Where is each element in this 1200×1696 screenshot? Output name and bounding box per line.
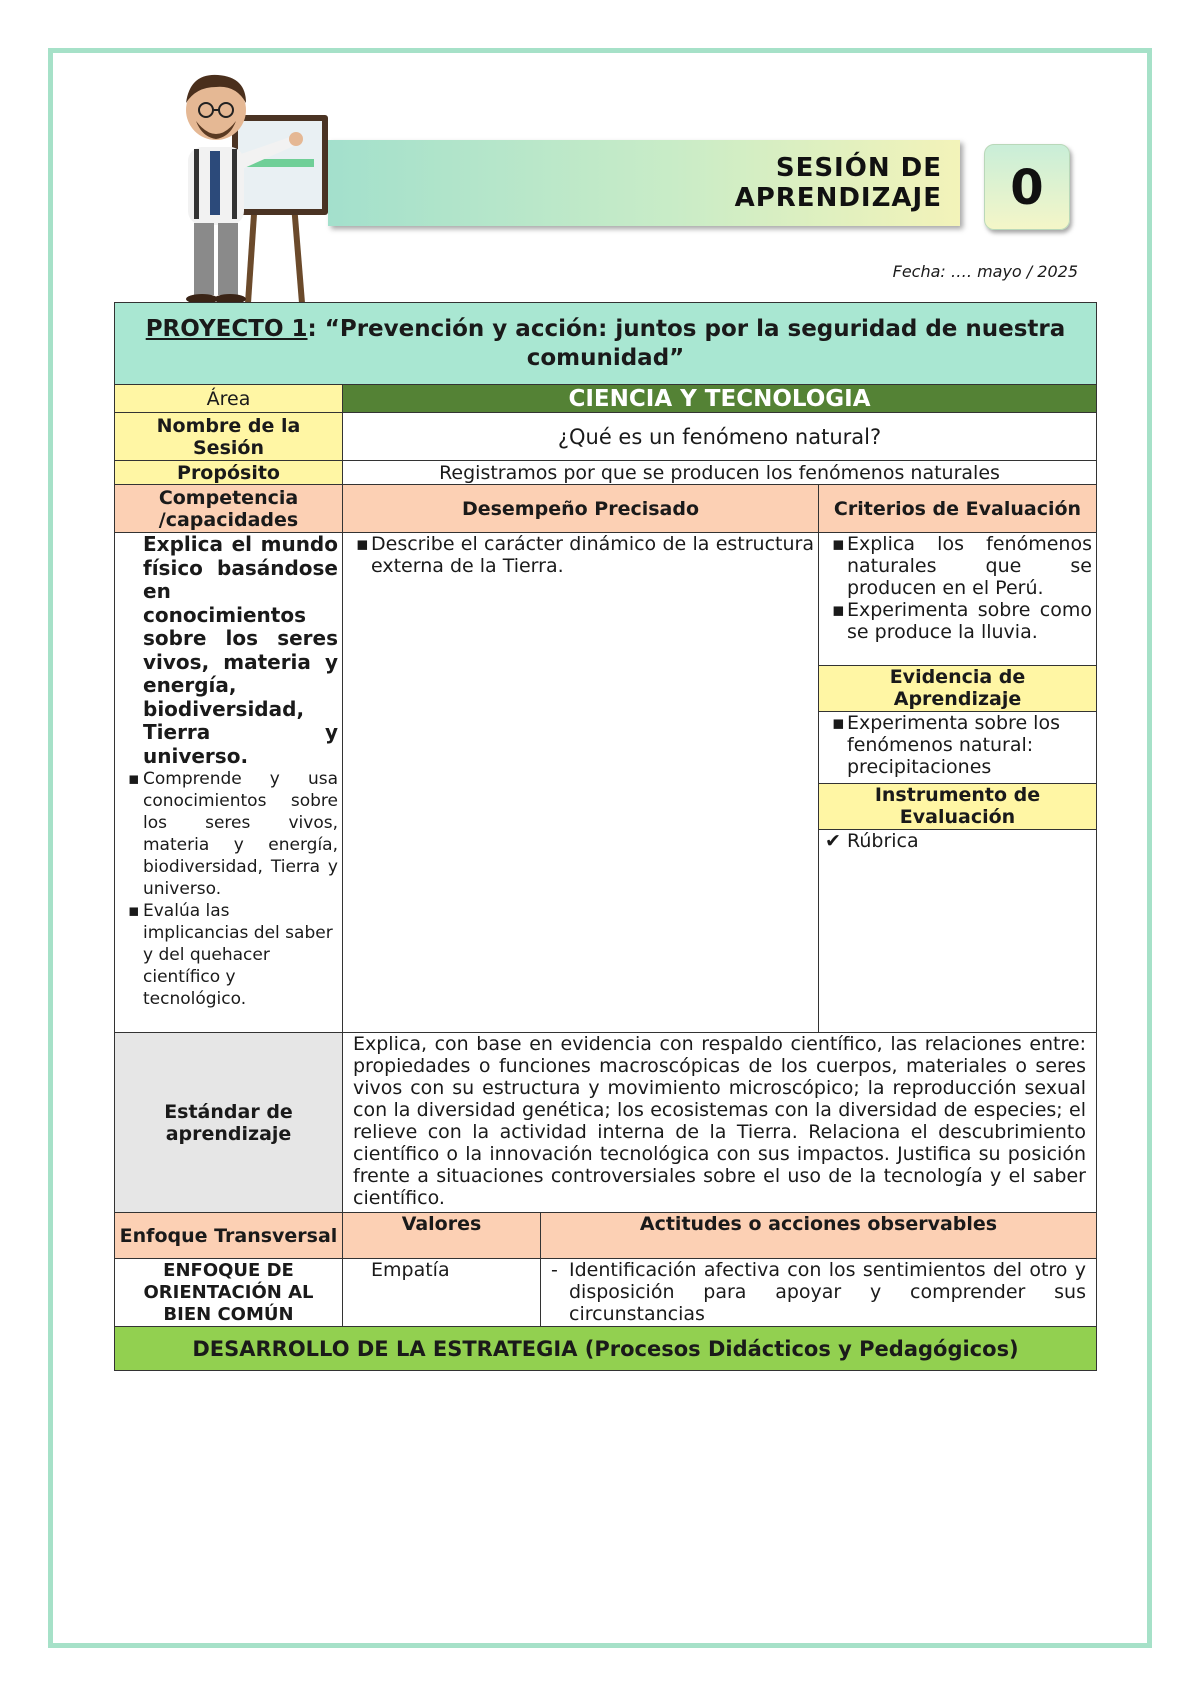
attitude-list <box>545 1259 1086 1325</box>
instrument-list <box>823 830 1092 852</box>
instrument-item: ✔ Rúbrica <box>847 830 1092 852</box>
competence-cell <box>115 533 343 1033</box>
attitude-item: - Identificación afectiva con los sentimientos del otro y disposición para apoyar y comprender sus circunstancias <box>569 1259 1086 1325</box>
purpose-value: Registramos por que se producen los fenómenos naturales <box>343 461 1097 485</box>
competence-main: Explica el mundo físico basándose en conocimientos sobre los seres vivos, materia y energía, biodiversidad, Tierra y universo. <box>143 532 338 768</box>
attitudes-label: Actitudes o acciones observables <box>541 1213 1097 1259</box>
criteria-item: ▪ Explica los fenómenos naturales que se producen en el Perú. <box>847 533 1092 599</box>
capacity-item: ▪ Evalúa las implicancias del saber y del quehacer científico y tecnológico. <box>143 900 338 1010</box>
area-label: Área <box>115 385 343 413</box>
performance-header: Desempeño Precisado <box>343 485 819 533</box>
criteria-header: Criterios de Evaluación <box>819 485 1097 533</box>
performance-item: ▪ Describe el carácter dinámico de la estructura externa de la Tierra. <box>371 533 814 577</box>
purpose-label: Propósito <box>115 461 343 485</box>
session-banner <box>328 140 960 226</box>
strategy-header: DESARROLLO DE LA ESTRATEGIA (Procesos Didácticos y Pedagógicos) <box>115 1327 1097 1371</box>
area-value: CIENCIA Y TECNOLOGIA <box>343 385 1097 413</box>
criteria-cell <box>819 533 1097 1033</box>
criteria-item: ▪ Experimenta sobre como se produce la lluvia. <box>847 599 1092 643</box>
approach-name: ENFOQUE DE ORIENTACIÓN AL BIEN COMÚN <box>115 1259 343 1327</box>
project-header <box>115 303 1097 385</box>
session-table <box>114 302 1097 1371</box>
project-label: PROYECTO 1 <box>145 315 308 342</box>
performance-list <box>347 533 814 577</box>
evidence-list <box>823 712 1092 778</box>
values-label: Valores <box>343 1213 541 1259</box>
transversal-label: Enfoque Transversal <box>115 1213 343 1259</box>
evidence-item: ▪ Experimenta sobre los fenómenos natural: precipitaciones <box>847 712 1092 778</box>
date-label: Fecha: …. mayo / 2025 <box>892 262 1078 281</box>
banner-title: SESIÓN DE APRENDIZAJE <box>734 153 942 213</box>
attitude-cell <box>541 1259 1097 1327</box>
session-name-value: ¿Qué es un fenómeno natural? <box>343 413 1097 461</box>
criteria-list <box>823 533 1092 643</box>
evidence-header: Evidencia de Aprendizaje <box>819 665 1096 711</box>
standard-label: Estándar de aprendizaje <box>115 1033 343 1213</box>
performance-cell <box>343 533 819 1033</box>
capacities-list <box>143 768 338 1010</box>
project-title: : “Prevención y acción: juntos por la seguridad de nuestra comunidad” <box>307 315 1066 371</box>
standard-text: Explica, con base en evidencia con respaldo científico, las relaciones entre: propiedades o funciones macroscópicas de los cuerpos, materiales o seres vivos con su estructura y movimiento microscópico; la reproducción sexual con la diversidad genética; los ecosistemas con la diversidad de especies; el relieve con la actividad interna de la Tierra. Relaciona el descubrimiento científico o la innovación tecnológica con sus impactos. Justifica su posición frente a situaciones controversiales sobre el uso de la tecnología y el saber científico. <box>343 1033 1097 1213</box>
capacity-item: ▪ Comprende y usa conocimientos sobre los seres vivos, materia y energía, biodiversidad, Tierra y universo. <box>143 768 338 900</box>
competence-header: Competencia /capacidades <box>115 485 343 533</box>
instrument-header: Instrumento de Evaluación <box>819 783 1096 829</box>
session-number: 0 <box>984 144 1070 230</box>
session-name-label: Nombre de la Sesión <box>115 413 343 461</box>
value-text: Empatía <box>343 1259 541 1327</box>
teacher-illustration <box>140 55 340 305</box>
criteria-subtable <box>819 533 1096 1029</box>
